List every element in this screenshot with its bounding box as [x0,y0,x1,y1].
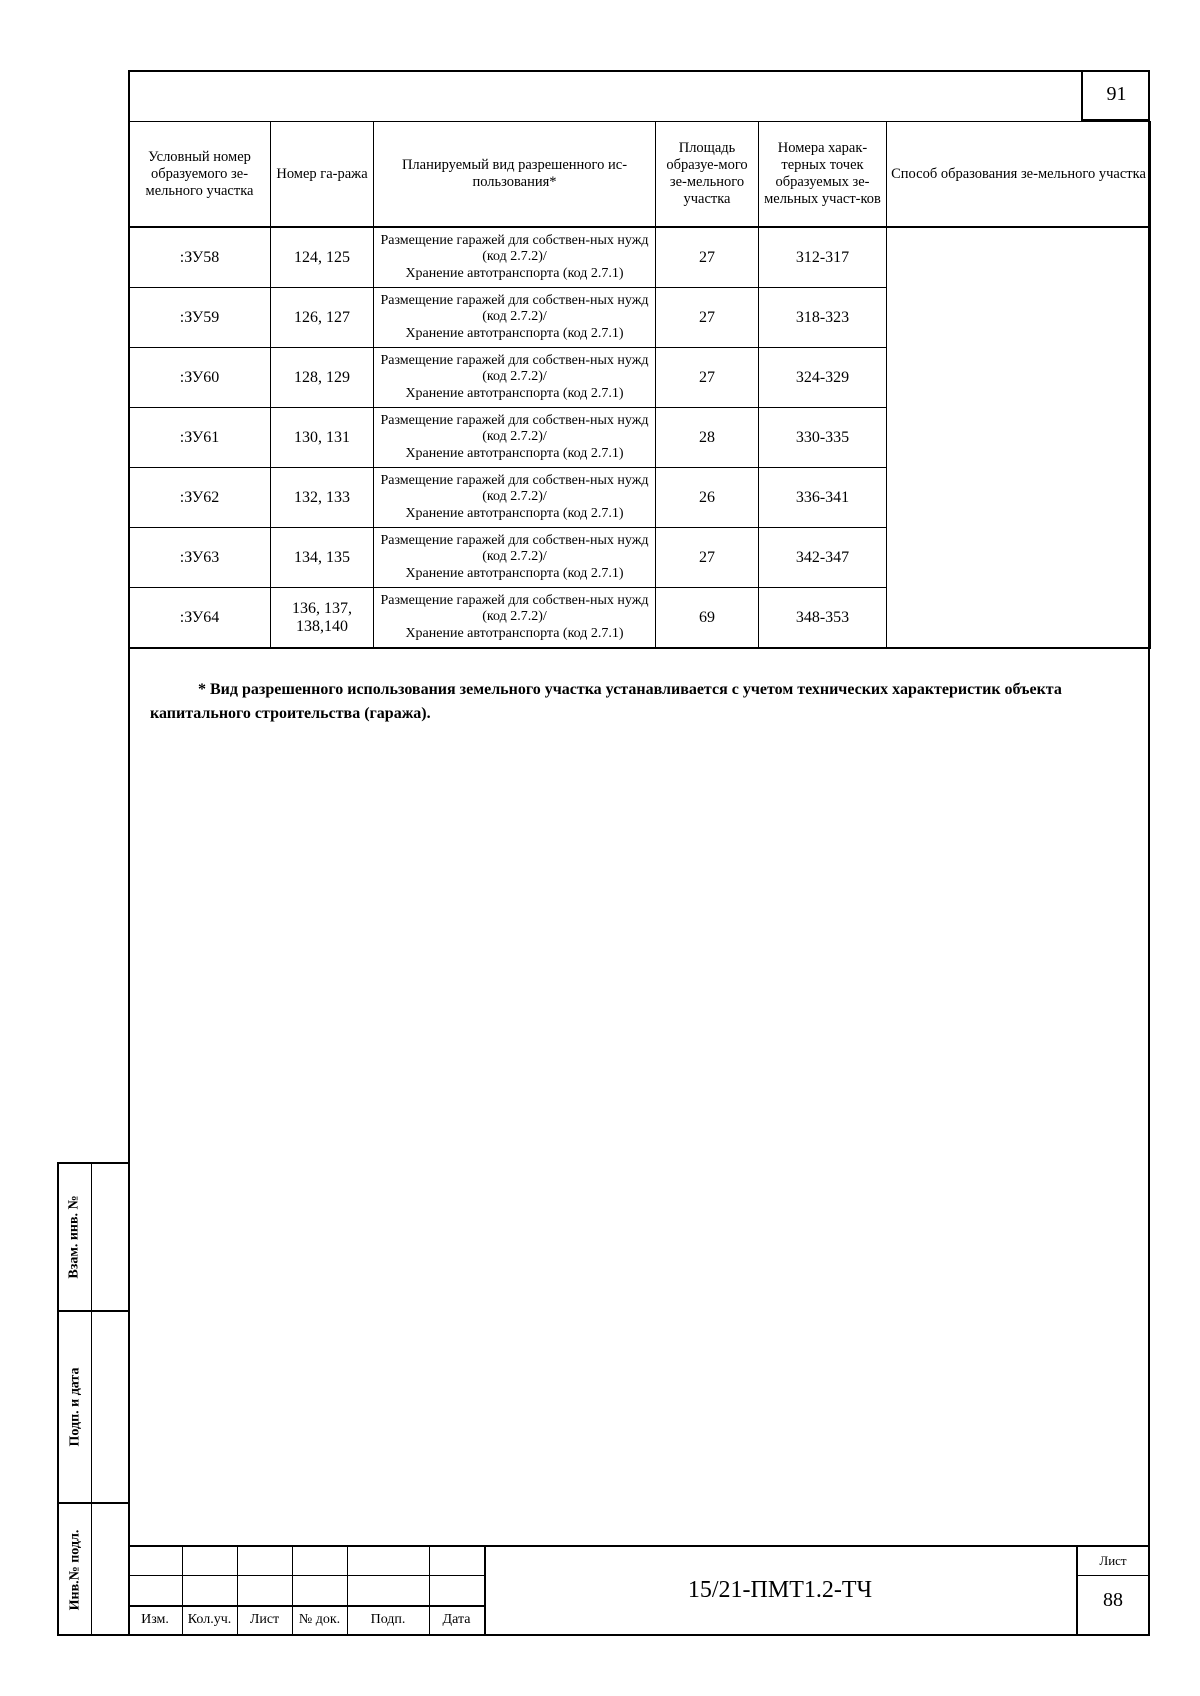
side-inv [59,1504,92,1636]
tb-rule [128,1575,484,1576]
side-podp [59,1312,92,1502]
side-inv-label: Инв.№ подл. [67,1529,82,1611]
cell-garage: 136, 137, 138,140 [271,588,374,649]
cell-plot-id: :ЗУ62 [129,468,271,528]
cell-points: 336-341 [759,468,887,528]
cell-permitted-use [374,468,656,528]
footnote-text: * Вид разрешенного использования земельного участка устанавливается с учетом технических характеристик объекта капитального строительства (гаража). [150,681,1062,722]
cell-points: 312-317 [759,227,887,288]
use-line-2: Хранение автотранспорта (код 2.7.1) [405,385,624,401]
cell-area: 26 [656,468,759,528]
cell-points: 324-329 [759,348,887,408]
footnote [150,678,1130,726]
cell-garage: 126, 127 [271,288,374,348]
use-line-2: Хранение автотранспорта (код 2.7.1) [405,445,624,461]
cell-plot-id: :ЗУ58 [129,227,271,288]
side-podp-label: Подп. и дата [67,1367,82,1447]
use-line-2: Хранение автотранспорта (код 2.7.1) [405,625,624,641]
cell-area: 27 [656,348,759,408]
use-line-1: Размещение гаражей для собствен-ных нужд (код 2.7.2)/ [380,352,649,385]
side-vzam [59,1164,92,1310]
cell-permitted-use [374,408,656,468]
cell-plot-id: :ЗУ61 [129,408,271,468]
side-strip [57,1162,128,1636]
header-plot-number: Условный номер образуемого зе-мельного участка [129,122,271,228]
cell-points: 330-335 [759,408,887,468]
cell-area: 69 [656,588,759,649]
cell-permitted-use [374,288,656,348]
tb-label-izm: Изм. [141,1612,169,1627]
cell-garage: 134, 135 [271,528,374,588]
cell-garage: 130, 131 [271,408,374,468]
header-area: Площадь образуе-мого зе-мельного участка [656,122,759,228]
cell-area: 28 [656,408,759,468]
cell-points: 348-353 [759,588,887,649]
table-row [129,227,1151,288]
header-garage-number: Номер га-ража [271,122,374,228]
cell-permitted-use [374,528,656,588]
land-plots-table [128,121,1151,649]
side-vzam-label: Взам. инв. № [67,1195,83,1279]
table-header-row [129,122,1151,228]
cell-formation-method [887,227,1151,648]
cell-points: 342-347 [759,528,887,588]
use-line-1: Размещение гаражей для собствен-ных нужд (код 2.7.2)/ [380,232,649,265]
header-permitted-use: Планируемый вид разрешенного ис-пользования* [374,122,656,228]
tb-rule [128,1605,484,1607]
use-line-2: Хранение автотранспорта (код 2.7.1) [405,265,624,281]
use-line-1: Размещение гаражей для собствен-ных нужд (код 2.7.2)/ [380,472,649,505]
page-number: 91 [1081,70,1150,121]
cell-plot-id: :ЗУ59 [129,288,271,348]
use-line-2: Хранение автотранспорта (код 2.7.1) [405,505,624,521]
use-line-2: Хранение автотранспорта (код 2.7.1) [405,565,624,581]
tb-rule [1076,1575,1150,1576]
tb-label-data: Дата [442,1612,471,1627]
document-code: 15/21-ПМТ1.2-ТЧ [687,1577,873,1603]
sheet-number: 88 [1103,1589,1123,1611]
use-line-1: Размещение гаражей для собствен-ных нужд (код 2.7.2)/ [380,412,649,445]
title-block [128,1545,1150,1636]
header-formation-method: Способ образования зе-мельного участка [887,122,1151,228]
use-line-1: Размещение гаражей для собствен-ных нужд (код 2.7.2)/ [380,292,649,325]
cell-area: 27 [656,288,759,348]
cell-plot-id: :ЗУ60 [129,348,271,408]
tb-label-list: Лист [249,1612,280,1627]
sheet-label: Лист [1099,1553,1127,1568]
cell-points: 318-323 [759,288,887,348]
cell-garage: 124, 125 [271,227,374,288]
cell-area: 27 [656,227,759,288]
use-line-1: Размещение гаражей для собствен-ных нужд (код 2.7.2)/ [380,592,649,625]
cell-permitted-use [374,348,656,408]
cell-plot-id: :ЗУ64 [129,588,271,649]
tb-label-kol: Кол.уч. [187,1612,232,1627]
header-points: Номера харак-терных точек образуемых зе-мельных участ-ков [759,122,887,228]
cell-plot-id: :ЗУ63 [129,528,271,588]
tb-label-dok: № док. [298,1612,341,1627]
cell-garage: 128, 129 [271,348,374,408]
cell-permitted-use [374,227,656,288]
tb-label-podp: Подп. [370,1612,406,1627]
cell-area: 27 [656,528,759,588]
cell-permitted-use [374,588,656,649]
use-line-1: Размещение гаражей для собствен-ных нужд (код 2.7.2)/ [380,532,649,565]
cell-garage: 132, 133 [271,468,374,528]
use-line-2: Хранение автотранспорта (код 2.7.1) [405,325,624,341]
